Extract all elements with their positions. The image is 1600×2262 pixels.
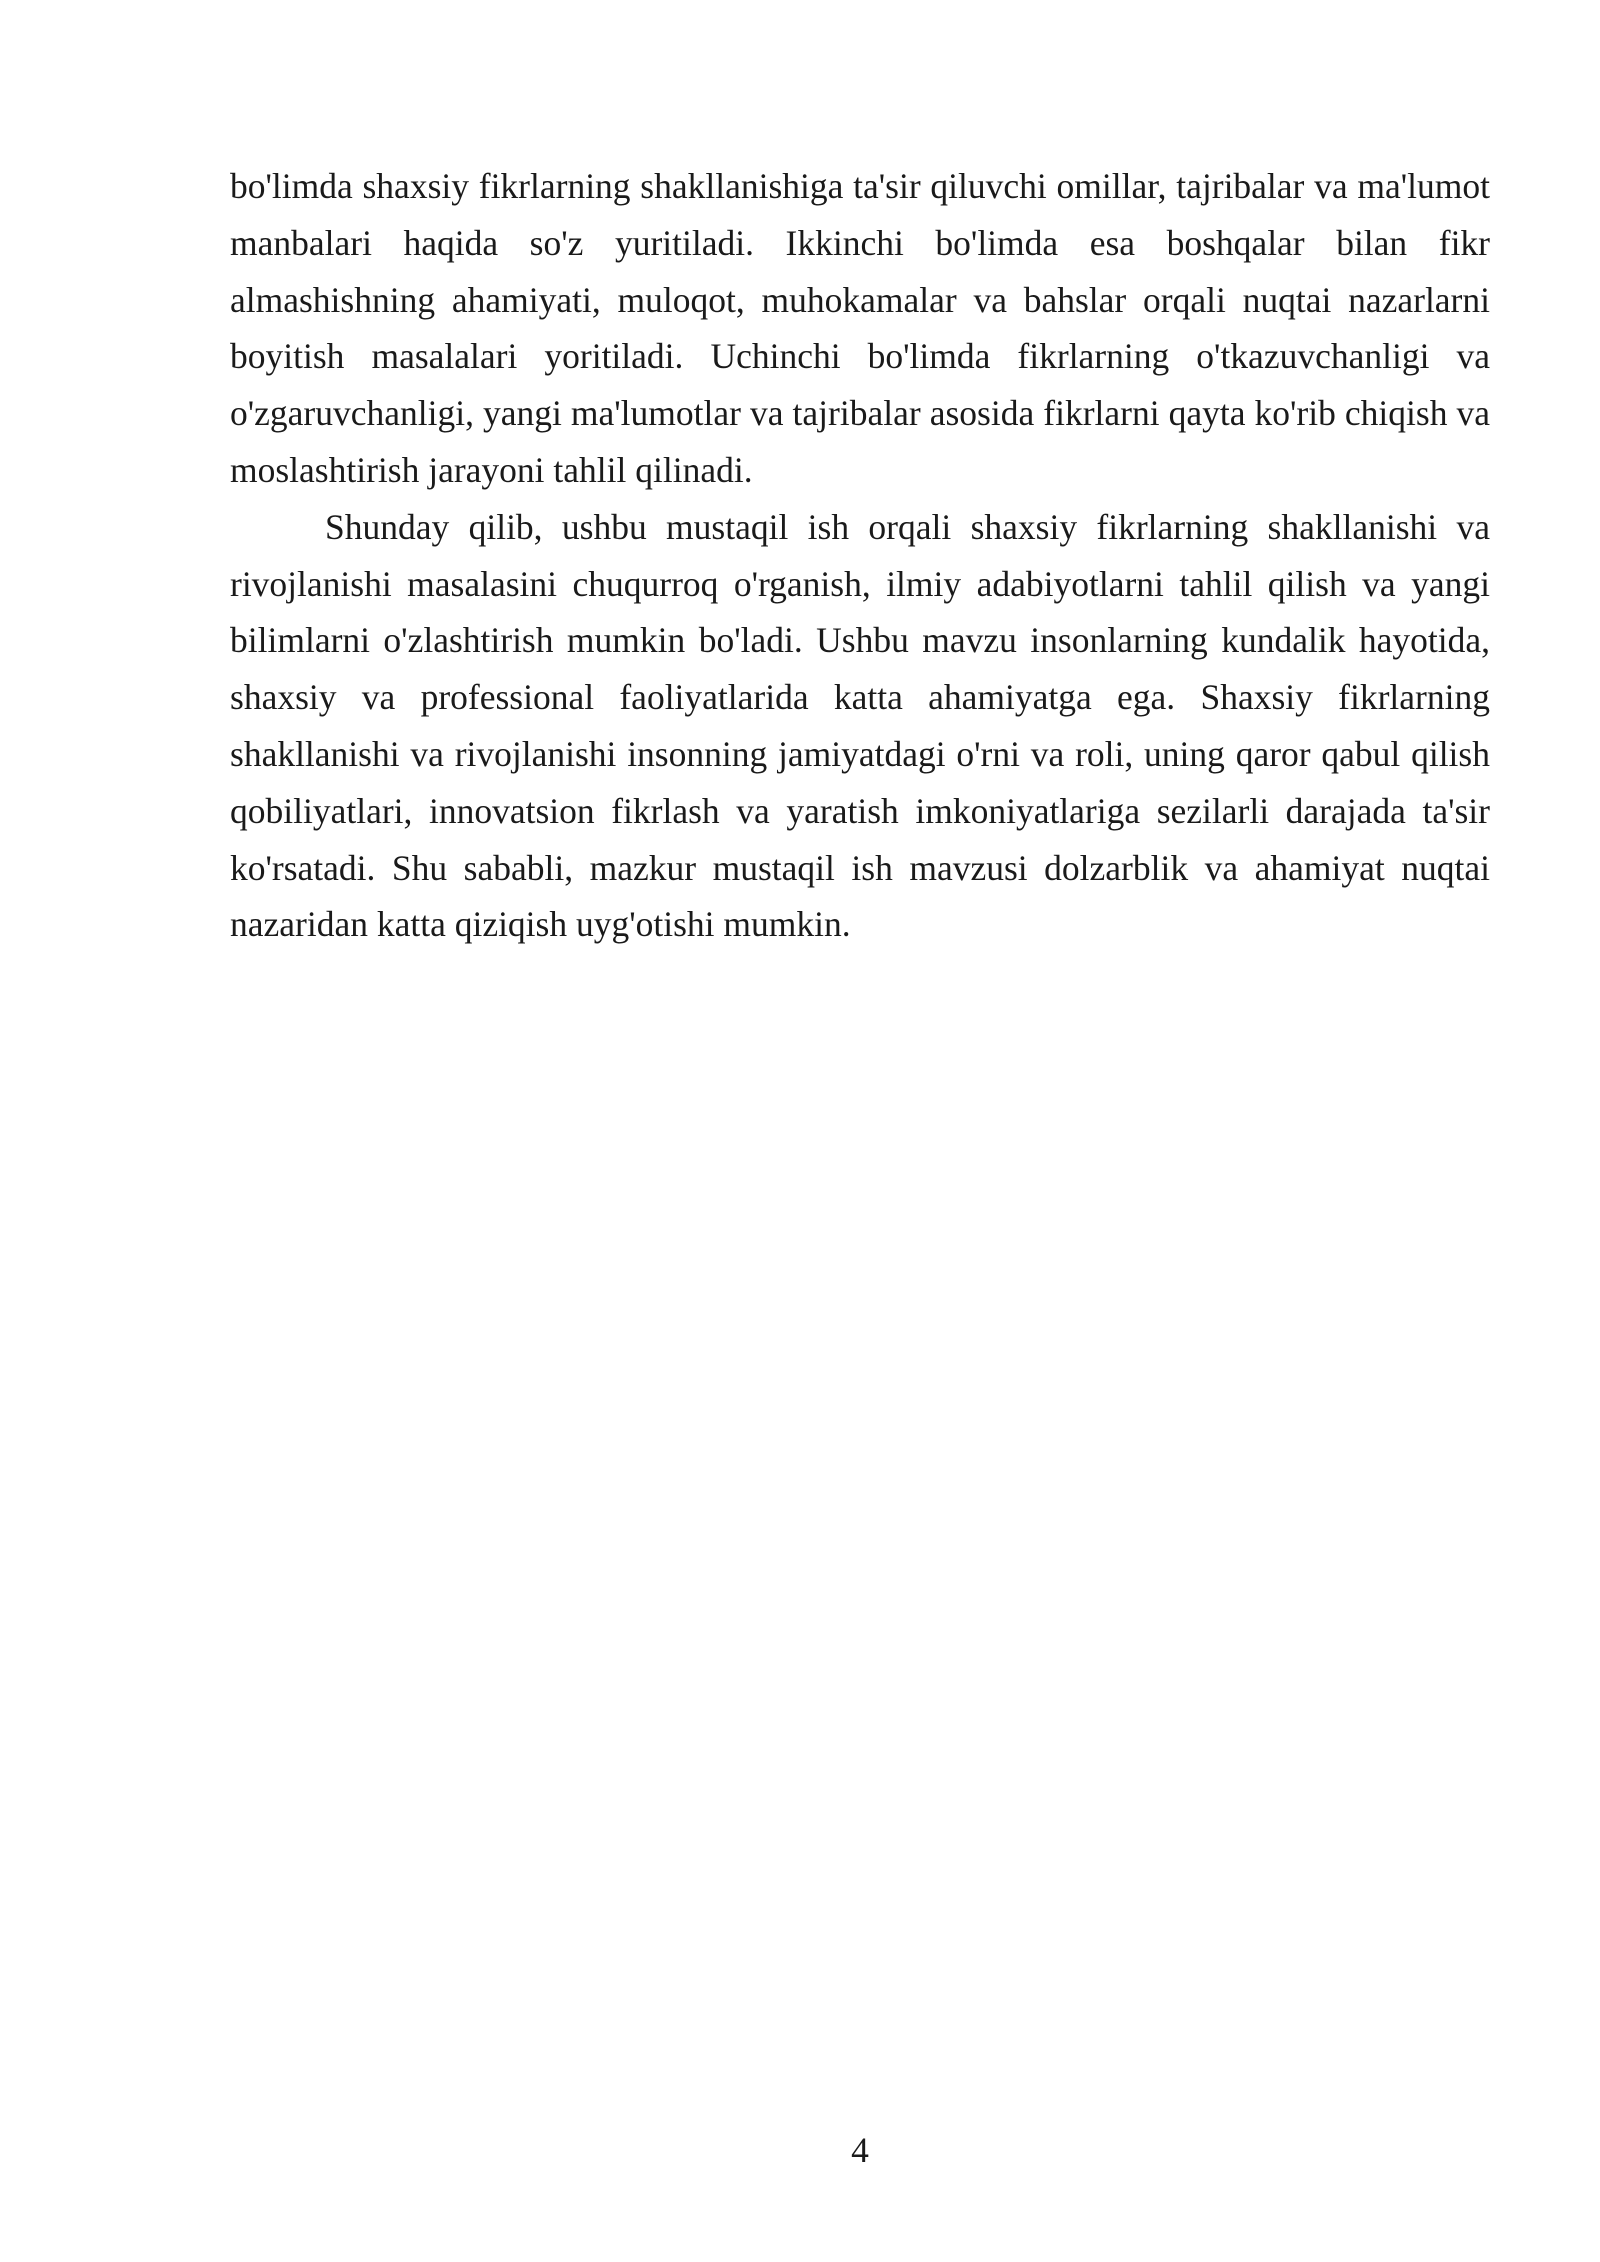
page-number: 4	[851, 2130, 869, 2170]
paragraph-continuation: bo'limda shaxsiy fikrlarning shakllanishiga ta'sir qiluvchi omillar, tajribalar va ma'lumot manbalari haqida so'z yuritiladi. Ikkinchi bo'limda esa boshqalar bilan fikr almashishning ahamiyati, muloqot, muhokamalar va bahslar orqali nuqtai nazarlarni boyitish masalalari yoritiladi. Uchinchi bo'limda fikrlarning o'tkazuvchanligi va o'zgaruvchanligi, yangi ma'lumotlar va tajribalar asosida fikrlarni qayta ko'rib chiqish va moslashtirish jarayoni tahlil qilinadi.	[230, 166, 1490, 490]
body-text	[230, 158, 1490, 953]
paragraph-conclusion: Shunday qilib, ushbu mustaqil ish orqali shaxsiy fikrlarning shakllanishi va rivojlanishi masalasini chuqurroq o'rganish, ilmiy adabiyotlarni tahlil qilish va yangi bilimlarni o'zlashtirish mumkin bo'ladi. Ushbu mavzu insonlarning kundalik hayotida, shaxsiy va professional faoliyatlarida katta ahamiyatga ega. Shaxsiy fikrlarning shakllanishi va rivojlanishi insonning jamiyatdagi o'rni va roli, uning qaror qabul qilish qobiliyatlari, innovatsion fikrlash va yaratish imkoniyatlariga sezilarli darajada ta'sir ko'rsatadi. Shu sababli, mazkur mustaqil ish mavzusi dolzarblik va ahamiyat nuqtai nazaridan katta qiziqish uyg'otishi mumkin.	[230, 506, 1490, 945]
